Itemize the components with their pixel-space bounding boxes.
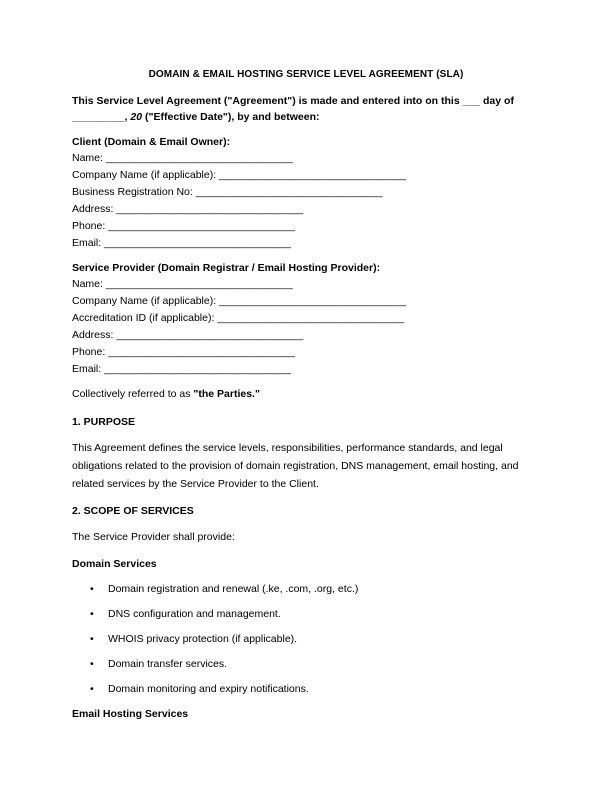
list-item: • WHOIS privacy protection (if applicable). — [72, 631, 540, 647]
provider-name-field: Name: ________________________________ — [72, 278, 293, 290]
scope-lead: The Service Provider shall provide: — [72, 531, 235, 543]
collective-text: Collectively referred to as — [72, 388, 194, 400]
intro-date-blank: _________, — [72, 111, 128, 123]
scope-heading: 2. SCOPE OF SERVICES — [72, 505, 194, 517]
list-item: • DNS configuration and management. — [72, 606, 540, 622]
client-company-field: Company Name (if applicable): ________________________________ — [72, 169, 406, 181]
client-name-field: Name: ________________________________ — [72, 152, 293, 164]
provider-heading: Service Provider (Domain Registrar / Email Hosting Provider): — [72, 262, 381, 274]
intro-line-1: This Service Level Agreement ("Agreement") is made and entered into on this ___ day of — [72, 95, 514, 107]
provider-company-field: Company Name (if applicable): ________________________________ — [72, 295, 406, 307]
client-block — [72, 134, 540, 252]
email-hosting-heading: Email Hosting Services — [72, 708, 189, 720]
client-registration-field: Business Registration No: ________________________________ — [72, 186, 383, 198]
provider-address-field: Address: ________________________________ — [72, 329, 304, 341]
client-address-field: Address: ________________________________ — [72, 203, 304, 215]
collective-bold: "the Parties." — [193, 388, 260, 400]
client-email-field: Email: ________________________________ — [72, 237, 291, 249]
list-item: • Domain registration and renewal (.ke, .com, .org, etc.) — [72, 581, 540, 597]
collective-paragraph — [72, 386, 540, 403]
domain-services-heading: Domain Services — [72, 558, 157, 570]
document-body — [72, 69, 540, 731]
list-item: • Domain monitoring and expiry notifications. — [72, 681, 540, 697]
provider-block — [72, 260, 540, 378]
domain-services-list — [72, 581, 540, 697]
provider-email-field: Email: ________________________________ — [72, 363, 291, 375]
list-item: • Domain transfer services. — [72, 656, 540, 672]
intro-line-2: ("Effective Date"), by and between: — [142, 111, 320, 123]
purpose-text: This Agreement defines the service levels, responsibilities, performance standards, and legal obligations related to the provision of domain registration, DNS management, email hosting, and related services by the Service Provider to the Client. — [72, 442, 519, 490]
purpose-heading: 1. PURPOSE — [72, 416, 136, 428]
document-title: DOMAIN & EMAIL HOSTING SERVICE LEVEL AGREEMENT (SLA) — [148, 69, 464, 80]
intro-paragraph — [72, 93, 540, 125]
provider-phone-field: Phone: ________________________________ — [72, 346, 296, 358]
client-heading: Client (Domain & Email Owner): — [72, 136, 231, 148]
provider-accreditation-field: Accreditation ID (if applicable): ________________________________ — [72, 312, 405, 324]
client-phone-field: Phone: ________________________________ — [72, 220, 296, 232]
intro-year: 20 — [127, 111, 143, 123]
